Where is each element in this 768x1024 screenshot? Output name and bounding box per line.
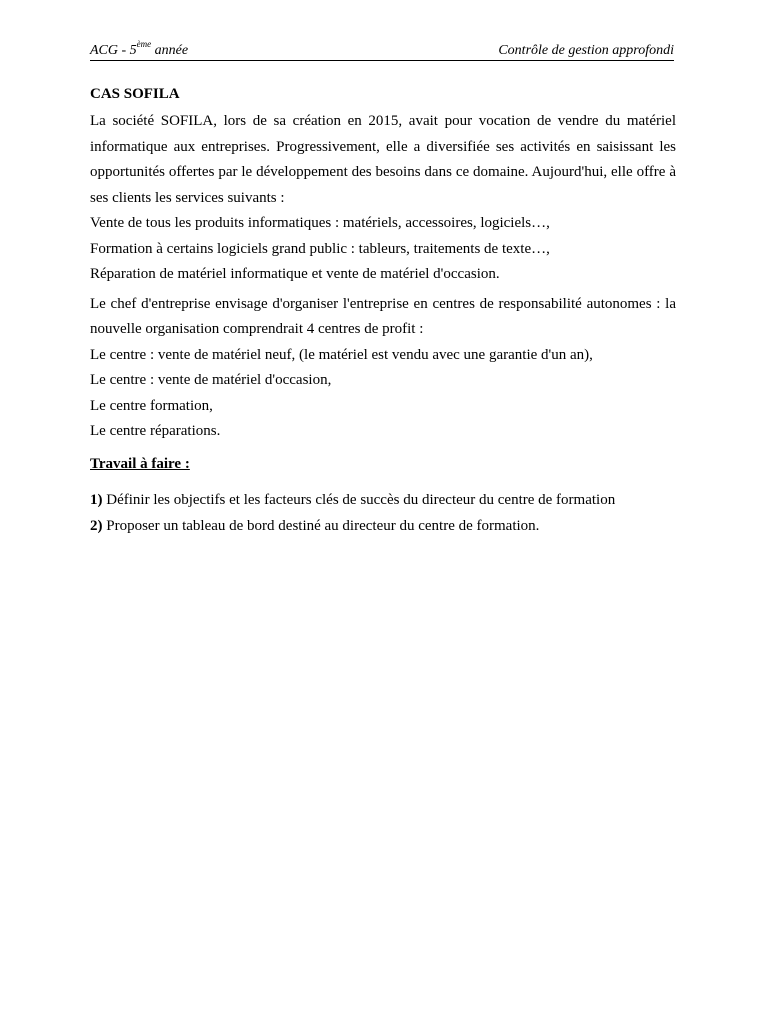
page-header — [90, 39, 674, 61]
question-item — [90, 487, 676, 513]
centre-item: Le centre : vente de matériel d'occasion, — [90, 372, 332, 388]
question-text: Définir les objectifs et les facteurs clés de succès du directeur du centre de formation — [102, 491, 616, 508]
centre-item: Le centre formation, — [90, 397, 213, 414]
service-item: Réparation de matériel informatique et vente de matériel d'occasion. — [90, 266, 500, 282]
task-heading: Travail à faire : — [90, 455, 190, 472]
centre-item: Le centre réparations. — [90, 423, 221, 439]
case-title: CAS SOFILA — [90, 86, 180, 102]
subject-label: Contrôle de gestion approfondi — [498, 43, 674, 58]
question-number: 2) — [90, 517, 103, 534]
course-label: ACG - 5ème année — [90, 39, 189, 58]
course-level-superscript: ème — [136, 39, 152, 50]
service-item: Formation à certains logiciels grand public : tableurs, traitements de texte…, — [90, 240, 550, 257]
question-text: Proposer un tableau de bord destiné au directeur du centre de formation. — [102, 517, 540, 534]
question-number: 1) — [90, 491, 103, 508]
centre-item: Le centre : vente de matériel neuf, (le matériel est vendu avec une garantie d'un an), — [90, 346, 593, 363]
document-body — [90, 83, 676, 539]
organisation-paragraph: Le chef d'entreprise envisage d'organiser l'entreprise en centres de responsabilité autonomes : la nouvelle organisation comprendrait 4 centres de profit : — [90, 295, 676, 337]
question-item — [90, 513, 676, 539]
intro-paragraph: La société SOFILA, lors de sa création en 2015, avait pour vocation de vendre du matériel informatique aux entreprises. Progressivement, elle a diversifiée ses activités en saisissant les opportunités offertes par le développement des besoins dans ce domaine. Aujourd'hui, elle offre à ses clients les services suivants : — [90, 113, 676, 206]
service-item: Vente de tous les produits informatiques : matériels, accessoires, logiciels…, — [90, 215, 550, 231]
